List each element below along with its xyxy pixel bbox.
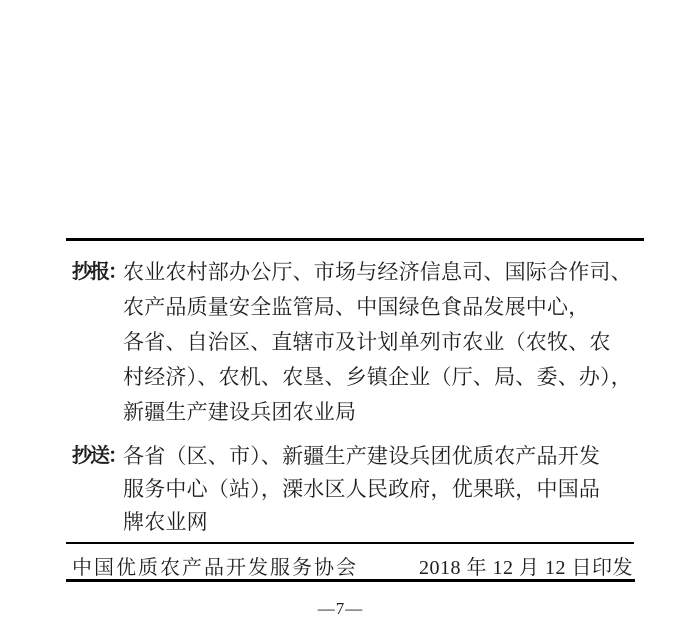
- cc-report-line-4: 村经济）、农机、农垦、乡镇企业（厅、局、委、办），: [123, 365, 632, 389]
- print-date: 2018 年 12 月 12 日印发: [419, 557, 633, 579]
- cc-report-line-2: 农产品质量安全监管局、中国绿色食品发展中心，: [123, 295, 590, 319]
- issuer-name: 中国优质农产品开发服务协会: [72, 557, 358, 579]
- cc-send-line-2: 服务中心（站），溧水区人民政府，优果联，中国品: [123, 477, 601, 501]
- cc-send-label: 抄送：: [72, 445, 126, 467]
- colophon-rule-bottom: [66, 579, 635, 582]
- cc-send-lines: [123, 440, 600, 539]
- cc-report-label: 抄报：: [72, 261, 126, 283]
- colophon-rule-top: [66, 542, 634, 544]
- cc-send-section: [72, 440, 600, 539]
- cc-report-line-1: 农业农村部办公厅、市场与经济信息司、国际合作司、: [123, 260, 632, 284]
- cc-report-lines: [123, 255, 632, 430]
- separator-rule-top: [66, 238, 644, 241]
- page-number: —7—: [317, 599, 364, 618]
- cc-send-line-3: 牌农业网: [123, 510, 208, 534]
- cc-report-section: [72, 255, 632, 430]
- cc-send-line-1: 各省（区、市）、新疆生产建设兵团优质农产品开发: [123, 444, 601, 468]
- colophon: [72, 551, 633, 580]
- cc-report-line-5: 新疆生产建设兵团农业局: [123, 400, 357, 424]
- cc-report-line-3: 各省、自治区、直辖市及计划单列市农业（农牧、农: [123, 330, 611, 354]
